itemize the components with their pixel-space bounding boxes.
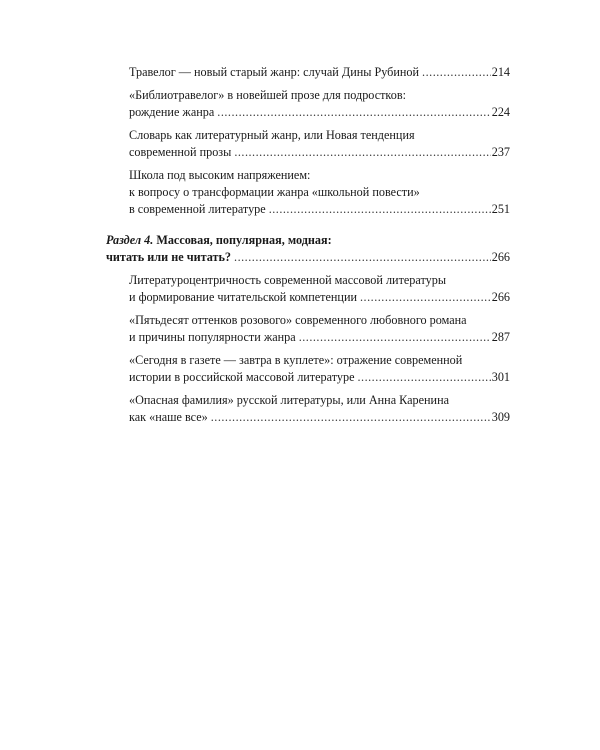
section-title: читать или не читать? [106,250,232,264]
toc-entry-last-line [129,409,510,426]
toc-entry-text: как «наше все» [129,410,208,424]
toc-entry-bibliotravelog [106,87,510,121]
leader-dots [217,104,490,121]
toc-page-number: 251 [491,202,510,216]
toc-entry-last-line [106,249,510,266]
toc-section-heading [106,232,510,266]
toc-page-number: 309 [491,410,510,424]
leader-dots [234,249,491,266]
toc-entry-dictionary [106,127,510,161]
leader-dots [360,289,491,306]
toc-entry-travelog [106,64,510,81]
toc-entry-text: «Опасная фамилия» русской литературы, или Анна Каренина [129,393,450,407]
toc-entry-text: «Библиотравелог» в новейшей прозе для подростков: [129,88,406,102]
toc-page-number: 287 [491,330,510,344]
toc-entry-text: Словарь как литературный жанр, или Новая тенденция [129,128,415,142]
toc-entry-text: Литературоцентричность современной массовой литературы [129,273,447,287]
toc-entry-text: Травелог — новый старый жанр: случай Дины Рубиной [129,65,420,79]
leader-dots [211,409,491,426]
leader-dots [422,64,491,81]
toc-entry-school [106,167,510,218]
toc-entry-last-line [129,329,510,346]
leader-dots [299,329,491,346]
toc-entry-newspaper [106,352,510,386]
toc-page-number: 301 [491,370,510,384]
toc-entry-last-line [129,201,510,218]
toc-page-number: 214 [491,65,510,79]
toc-entry-text: и причины популярности жанра [129,330,296,344]
section-label: Раздел 4. [106,233,154,247]
toc-entry-karenina [106,392,510,426]
toc-page-number: 237 [491,145,510,159]
toc-entry-text: Школа под высоким напряжением: [129,168,311,182]
toc-page-number: 266 [491,250,510,264]
toc-entry-last-line [129,104,510,121]
toc-entry-literaturocentrism [106,272,510,306]
toc-entry-text: «Пятьдесят оттенков розового» современного любовного романа [129,313,467,327]
section-title: Массовая, популярная, модная: [156,233,332,247]
toc-entry-text: рождение жанра [129,105,215,119]
leader-dots [269,201,491,218]
leader-dots [234,144,490,161]
toc-entry-last-line [129,144,510,161]
leader-dots [357,369,490,386]
toc-entry-text: современной прозы [129,145,232,159]
toc-entry-text: в современной литературе [129,202,266,216]
toc-entry-text: и формирование читательской компетенции [129,290,357,304]
toc-entry-text: истории в российской массовой литературе [129,370,355,384]
toc-entry-fifty-shades [106,312,510,346]
toc-entry-last-line [129,64,510,81]
toc-entry-text: «Сегодня в газете — завтра в куплете»: отражение современной [129,353,463,367]
section-title-line [106,232,510,249]
toc-entry-last-line [129,369,510,386]
table-of-contents [106,64,510,426]
toc-entry-last-line [129,289,510,306]
toc-page-number: 266 [491,290,510,304]
toc-entry-text: к вопросу о трансформации жанра «школьной повести» [129,185,420,199]
toc-page-number: 224 [491,105,510,119]
